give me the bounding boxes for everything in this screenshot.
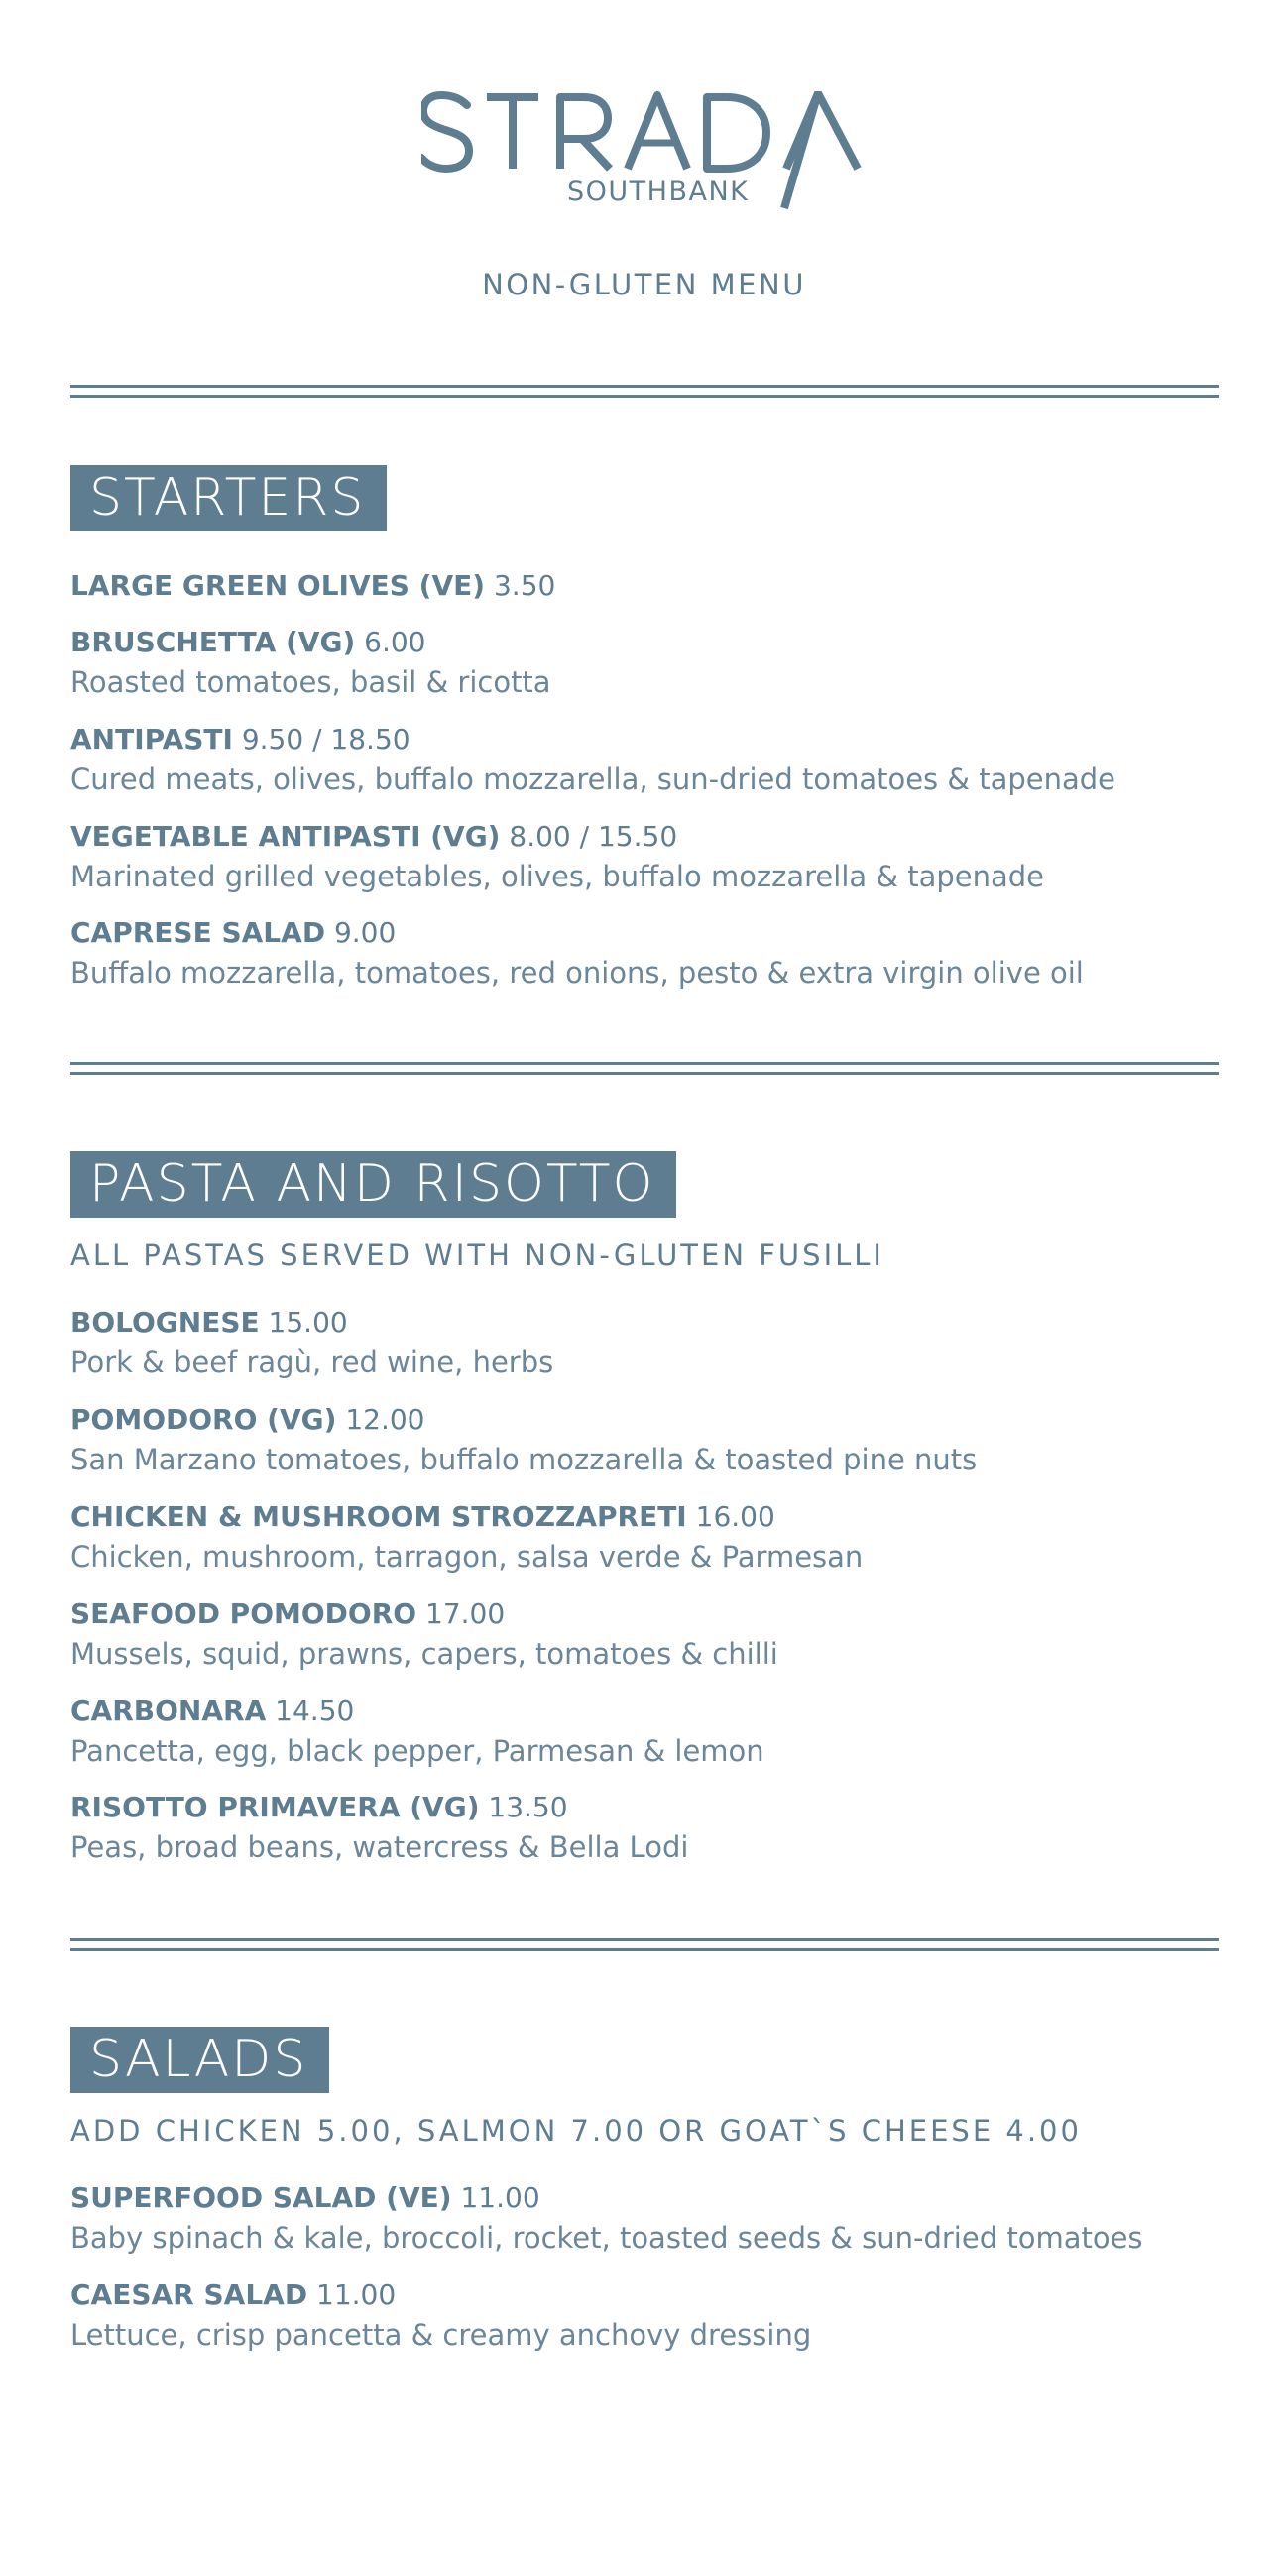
item-name: CHICKEN & MUSHROOM STROZZAPRETI: [70, 1500, 687, 1533]
item-name: CAPRESE SALAD: [70, 916, 326, 949]
item-name: POMODORO (VG): [70, 1403, 337, 1436]
item-description: Marinated grilled vegetables, olives, buffalo mozzarella & tapenade: [70, 860, 1045, 893]
menu-item: [70, 1303, 1221, 1383]
item-name: SUPERFOOD SALAD (VE): [70, 2181, 452, 2214]
item-name: CARBONARA: [70, 1695, 267, 1727]
item-description: Chicken, mushroom, tarragon, salsa verde & Parmesan: [70, 1540, 864, 1574]
item-price: 12.00: [345, 1403, 425, 1436]
section-note-salads: ADD CHICKEN 5.00, SALMON 7.00 OR GOAT`S CHEESE 4.00: [70, 2114, 1082, 2148]
menu-item: [70, 817, 1221, 897]
item-description: Pancetta, egg, black pepper, Parmesan & lemon: [70, 1734, 764, 1768]
strada-logo: [421, 91, 868, 215]
section-title-starters: STARTERS: [70, 465, 387, 531]
menu-item: [70, 566, 1221, 606]
menu-item: [70, 1594, 1221, 1675]
menu-item: [70, 1788, 1221, 1868]
section-divider: [70, 1062, 1219, 1075]
item-description: Pork & beef ragù, red wine, herbs: [70, 1346, 554, 1379]
item-name: BOLOGNESE: [70, 1306, 260, 1339]
item-description: Baby spinach & kale, broccoli, rocket, toasted seeds & sun-dried tomatoes: [70, 2221, 1143, 2255]
item-price: 14.50: [275, 1695, 355, 1727]
item-price: 15.00: [268, 1306, 348, 1339]
item-name: VEGETABLE ANTIPASTI (VG): [70, 820, 501, 853]
logo-subtitle: SOUTHBANK: [567, 176, 750, 207]
item-description: San Marzano tomatoes, buffalo mozzarella & toasted pine nuts: [70, 1443, 978, 1476]
item-price: 9.00: [333, 916, 397, 949]
menu-item: [70, 720, 1221, 800]
item-price: 9.50 / 18.50: [241, 723, 410, 756]
item-description: Peas, broad beans, watercress & Bella Lodi: [70, 1830, 689, 1864]
menu-item: [70, 1400, 1221, 1480]
menu-item: [70, 2276, 1221, 2356]
section-divider: [70, 385, 1219, 398]
item-price: 11.00: [460, 2181, 540, 2214]
item-price: 6.00: [364, 626, 426, 658]
item-description: Mussels, squid, prawns, capers, tomatoes & chilli: [70, 1637, 778, 1671]
item-name: LARGE GREEN OLIVES (VE): [70, 569, 486, 602]
item-price: 11.00: [316, 2279, 397, 2311]
item-price: 16.00: [695, 1500, 775, 1533]
item-description: Roasted tomatoes, basil & ricotta: [70, 665, 551, 699]
menu-item: [70, 623, 1221, 703]
item-name: CAESAR SALAD: [70, 2279, 308, 2311]
item-price: 3.50: [493, 569, 556, 602]
section-title-pasta: PASTA AND RISOTTO: [70, 1151, 676, 1218]
menu-item: [70, 2178, 1221, 2259]
menu-item: [70, 913, 1221, 994]
menu-item: [70, 1692, 1221, 1772]
item-price: 17.00: [425, 1597, 506, 1630]
item-name: BRUSCHETTA (VG): [70, 626, 356, 658]
item-description: Cured meats, olives, buffalo mozzarella, sun-dried tomatoes & tapenade: [70, 762, 1116, 796]
item-description: Buffalo mozzarella, tomatoes, red onions, pesto & extra virgin olive oil: [70, 956, 1084, 990]
menu-type-title: NON-GLUTEN MENU: [482, 268, 806, 301]
item-name: SEAFOOD POMODORO: [70, 1597, 417, 1630]
item-name: ANTIPASTI: [70, 723, 233, 756]
menu-item: [70, 1497, 1221, 1578]
section-note-pasta: ALL PASTAS SERVED WITH NON-GLUTEN FUSILLI: [70, 1238, 884, 1272]
item-name: RISOTTO PRIMAVERA (VG): [70, 1791, 480, 1823]
section-divider: [70, 1938, 1219, 1951]
item-price: 13.50: [488, 1791, 568, 1823]
item-price: 8.00 / 15.50: [509, 820, 678, 853]
section-title-salads: SALADS: [70, 2027, 329, 2093]
item-description: Lettuce, crisp pancetta & creamy anchovy dressing: [70, 2318, 812, 2352]
